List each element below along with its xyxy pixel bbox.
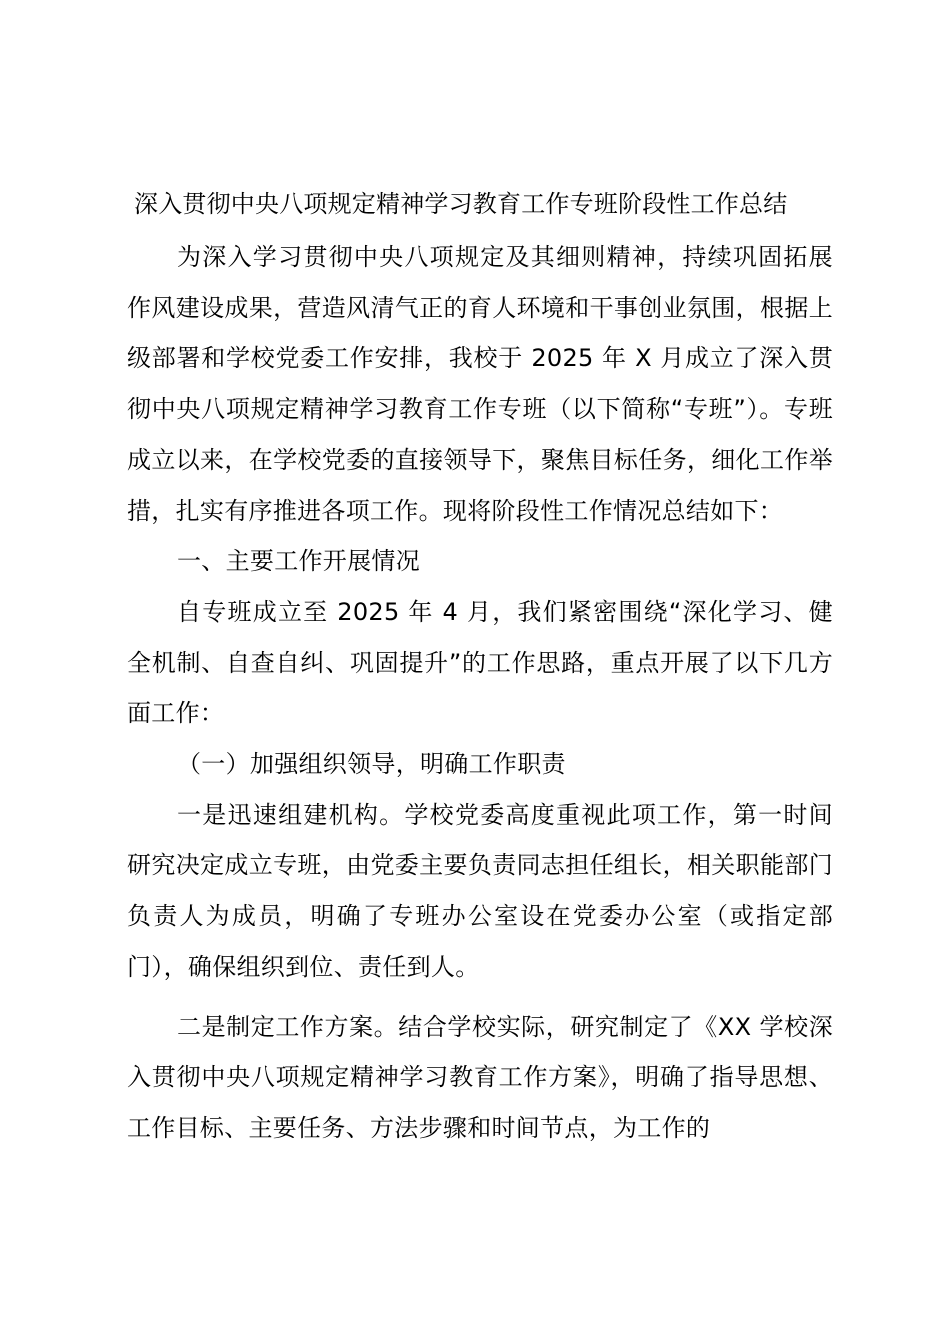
subsection-heading-organization: （一）加强组织领导，明确工作职责 [177,750,566,779]
document-body [127,232,833,1154]
paragraph-intro: 为深入学习贯彻中央八项规定及其细则精神，持续巩固拓展作风建设成果，营造风清气正的育人环境和干事创业氛围，根据上级部署和学校党委工作安排，我校于 2025 年 X 月成立了深入贯彻中央八项规定精神学习教育工作专班（以下简称“专班”）。专班成立以来，在学校党委的直接领导下，聚焦目标任务，细化工作举措，扎实有序推进各项工作。现将阶段性工作情况总结如下： [127,243,833,525]
paragraph-point-two: 二是制定工作方案。结合学校实际，研究制定了《XX 学校深入贯彻中央八项规定精神学习教育工作方案》，明确了指导思想、工作目标、主要任务、方法步骤和时间节点，为工作的 [127,1012,833,1142]
section-heading-main-work: 一、主要工作开展情况 [177,547,420,576]
document-title: 深入贯彻中央八项规定精神学习教育工作专班阶段性工作总结 [134,190,788,218]
paragraph-work-overview: 自专班成立至 2025 年 4 月，我们紧密围绕“深化学习、健全机制、自查自纠、巩固提升”的工作思路，重点开展了以下几方面工作： [127,597,833,728]
paragraph-point-one: 一是迅速组建机构。学校党委高度重视此项工作，第一时间研究决定成立专班，由党委主要负责同志担任组长，相关职能部门负责人为成员，明确了专班办公室设在党委办公室（或指定部门），确保组织到位、责任到人。 [127,800,833,981]
